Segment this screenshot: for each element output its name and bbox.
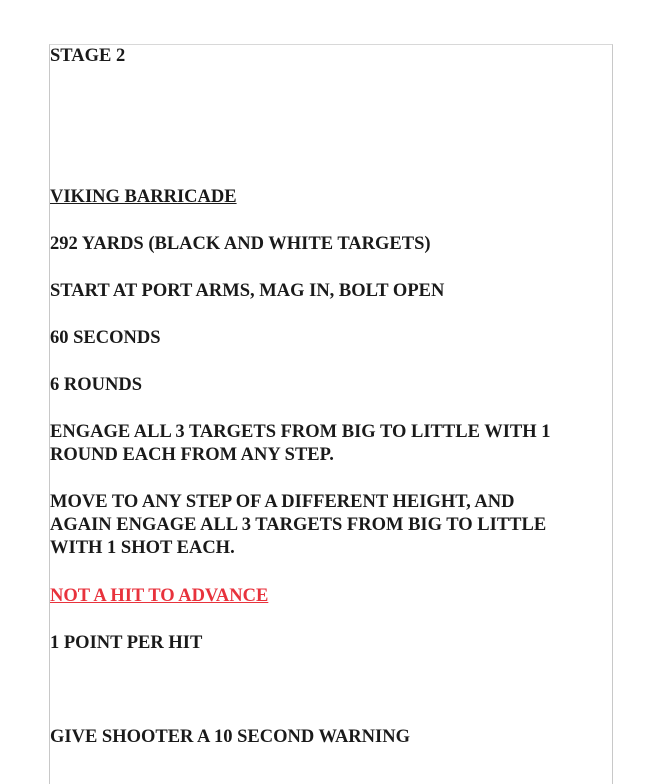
scoring-text: 1 POINT PER HIT bbox=[50, 633, 203, 653]
stage-name: VIKING BARRICADE bbox=[50, 187, 237, 207]
time-limit-text: 60 SECONDS bbox=[50, 328, 161, 348]
instruction-2-line-3: WITH 1 SHOT EACH. bbox=[50, 538, 235, 558]
stage-heading: STAGE 2 bbox=[50, 46, 126, 66]
instruction-2-line-1: MOVE TO ANY STEP OF A DIFFERENT HEIGHT, AND bbox=[50, 492, 515, 512]
advance-rule-text: NOT A HIT TO ADVANCE bbox=[50, 586, 269, 606]
instruction-2-line-2: AGAIN ENGAGE ALL 3 TARGETS FROM BIG TO LITTLE bbox=[50, 515, 547, 535]
rounds-text: 6 ROUNDS bbox=[50, 375, 142, 395]
document-page bbox=[49, 44, 613, 784]
instruction-1-line-1: ENGAGE ALL 3 TARGETS FROM BIG TO LITTLE WITH 1 bbox=[50, 422, 551, 442]
start-position-text: START AT PORT ARMS, MAG IN, BOLT OPEN bbox=[50, 281, 445, 301]
instruction-1-line-2: ROUND EACH FROM ANY STEP. bbox=[50, 445, 334, 465]
warning-text: GIVE SHOOTER A 10 SECOND WARNING bbox=[50, 727, 410, 747]
distance-text: 292 YARDS (BLACK AND WHITE TARGETS) bbox=[50, 234, 431, 254]
